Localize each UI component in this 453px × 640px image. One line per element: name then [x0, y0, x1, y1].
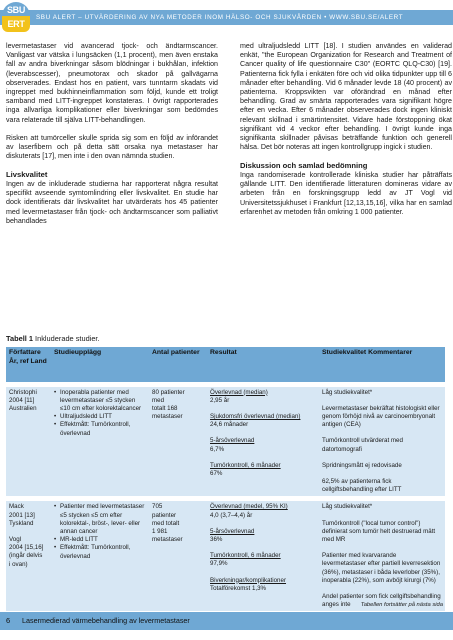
quality-cell: Låg studiekvalitet* Tumörkontroll ("local tumor control") definierat som tumör helt destruerad mätt med MR Patienter med kvarvarande levermetastaser efter partiell leverresektion (36%), metastaser i båda leverlober (35%), inoperabla (22%), som avböjt kirurgi (7%) Andel patienter som fick cellgiftsbehandling anges inte: [319, 499, 445, 612]
footer-title: Lasermedierad värmebehandling av levermetastaser: [22, 616, 190, 625]
quality-cell: Låg studiekvalitet* Levermetastaser bekräftat histologiskt eller genom förhöjd nivå av carcinoembryonalt antigen (CEA) Tumörkontroll utvärderat med datortomografi Spridningsmått ej redovisade 62,5% av patienterna fick cellgiftsbehandling efter LITT: [319, 384, 445, 499]
logo-text-top: SBU: [6, 5, 26, 15]
paragraph: Ingen av de inkluderade studierna har rapporterat några resultat specifikt avseende symtomlindring eller livskvalitet. En studie har dock identifierats där livskvalitet har utvärderats hos 45 patienter med levermetastaser från tjock- och ändtarmscancer som palliativt behandlades: [6, 179, 218, 225]
patients-cell: 80 patienter med totalt 168 metastaser: [149, 384, 207, 499]
section-heading-livskvalitet: Livskvalitet: [6, 170, 48, 180]
table-header-row: [6, 347, 445, 384]
table-row: [6, 499, 445, 612]
running-title: SBU ALERT – UTVÄRDERING AV NYA METODER INOM HÄLSO- OCH SJUKVÅRDEN • WWW.SBU.SE/ALERT: [36, 14, 404, 21]
paragraph: levermetastaser vid avancerad tjock- och ändtarmscancer. Vanligast var vätska i lungsäcken (1,1 procent), men även enstaka fall av andra biverkningar såsom blödningar i bukhålan, infektion (leverabscesser), pneumotorax och skador på gallvägarna observerades. Endast hos en patient, vars tunntarm skadats vid ingreppet med bukhinneinflammation som följd, kunde ett troligt samband med LITT-ingreppet konstateras. I övrigt rapporterades inga allvarliga komplikationer eller biverkningar som bedömdes vara relaterade till själva LITT-behandlingen.: [6, 42, 218, 124]
table-caption: Tabell 1 Inkluderade studier.: [6, 334, 100, 343]
page-number: 6: [6, 616, 11, 625]
table-header: Studiekvalitet Kommentarer: [319, 347, 445, 384]
results-cell: Överlevnad (median) 2,95 år Sjukdomsfri överlevnad (median) 24,6 månader 5-årsöverlevnad 6,7% Tumörkontroll, 6 månader 67%: [207, 384, 319, 499]
paragraph: Inga randomiserade kontrollerade kliniska studier har påträffats gällande LITT. Den identifierade litteraturen domineras vidare av arbeten från en forskningsgrupp ledd av JT Vogl vid Universitetssjukhuset i Frankfurt [12,13,15,16], vilka har en samlad erfarenhet av metoden från omkring 1 000 patienter.: [240, 170, 452, 216]
left-column: [6, 42, 218, 235]
table-header: Resultat: [207, 347, 319, 384]
design-cell: • Inoperabla patienter med levermetastaser ≤5 stycken ≤10 cm efter kolorektalcancer • Ultraljudsledd LITT • Effektmått: Tumörkontroll, överlevnad: [51, 384, 149, 499]
section-heading-diskussion: Diskussion och samlad bedömning: [240, 161, 368, 171]
table-row: [6, 384, 445, 499]
table-continued-note: Tabellen fortsätter på nästa sida: [360, 602, 443, 608]
table-header: Antal patienter: [149, 347, 207, 384]
table-header: Författare År, ref Land: [6, 347, 51, 384]
footer-bar: [0, 612, 453, 630]
design-cell: • Patienter med levermetastaser ≤5 stycken ≤5 cm efter kolorektal-, bröst-, lever- eller annan cancer • MR-ledd LITT • Effektmått: Tumörkontroll, överlevnad: [51, 499, 149, 612]
table-header: Studieupplägg: [51, 347, 149, 384]
patients-cell: 705 patienter med totalt 1 981 metastaser: [149, 499, 207, 612]
logo-text-bottom: ERT: [7, 19, 25, 29]
studies-table: [6, 347, 445, 611]
author-cell: Christophi 2004 [11] Australien: [6, 384, 51, 499]
header-bar: [0, 10, 453, 25]
paragraph: med ultraljudsledd LITT [18]. I studien användes en validerad enkät, "the European Organization for Research and Treatment of Cancer quality of life questionnaire C30" (EORTC QLQ-C30) [19]. Patienterna fick fylla i enkäten före och vid olika tidpunkter upp till 6 månader efter behandling. Vid 6 månader levde 18 (40 procent) av patienterna. Kroppsvikten var oförändrad en månad efter behandling. Grad av smärta rapporterades vara signifikant högre efter en vecka. Efter 6 månader observerades dock ingen kliniskt relevant skillnad i smärtintensitet. Vidare hade förstoppning ökat signifikant vid 4 veckor efter behandling. I övrigt kunde inga signifikanta skillnader påvisas beträffande funktion och generell hälsa. Det bör noteras att ingen kontrollgrupp ingick i studien.: [240, 42, 452, 152]
author-cell: Mack 2001 [13] Tyskland Vogl 2004 [15,16] (ingår delvis i ovan): [6, 499, 51, 612]
right-column: [240, 42, 452, 226]
results-cell: Överlevnad (medel, 95% KI) 4,0 (3,7–4,4) år 5-årsöverlevnad 36% Tumörkontroll, 6 månader 97,9% Biverkningar/komplikationer Totalförekomst 1,3%: [207, 499, 319, 612]
paragraph: Risken att tumörceller skulle sprida sig som en följd av införandet av laserfibern och på detta sätt orsaka nya metastaser har diskuterats [17], men inte i den ovan nämnda studien.: [6, 133, 218, 161]
sbu-logo: [2, 2, 30, 32]
